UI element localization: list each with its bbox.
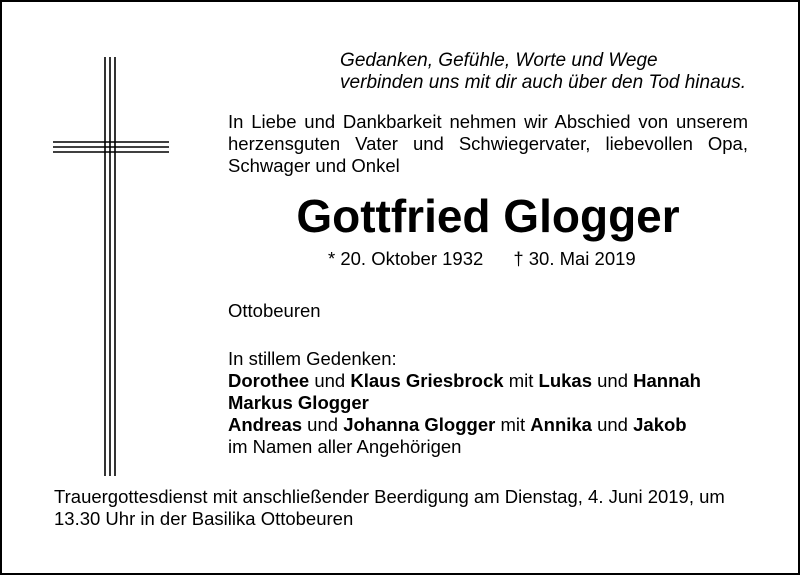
mourners-line [228,370,701,392]
mourners-line [228,392,701,414]
death-date: † 30. Mai 2019 [513,248,636,269]
service-line: Trauergottesdienst mit anschließender Beerdigung am Dienstag, 4. Juni 2019, um [54,486,725,507]
mourners-block [228,348,701,458]
life-dates [328,248,636,270]
service-line: 13.30 Uhr in der Basilika Ottobeuren [54,508,354,529]
connector-text: mit [495,414,531,435]
connector-text: und [309,370,351,391]
residence-place: Ottobeuren [228,300,321,321]
mourner-name: Dorothee [228,370,310,391]
mourner-name: Klaus Griesbrock [350,370,504,391]
motto-line: verbinden uns mit dir auch über den Tod hinaus. [340,72,746,93]
connector-text: mit [503,370,539,391]
connector-text: und [302,414,344,435]
funeral-service-info [54,486,754,530]
motto-line: Gedanken, Gefühle, Worte und Wege [340,50,658,71]
mourner-name: Andreas [228,414,303,435]
motto-verse [340,50,746,94]
mourner-name: Markus Glogger [228,392,369,413]
intro-line: Schwager und Onkel [228,155,400,176]
mourner-name: Hannah [633,370,701,391]
mourner-name: Jakob [633,414,687,435]
mourners-line [228,414,701,436]
intro-line: In Liebe und Dankbarkeit nehmen wir Abschied von unserem [228,111,748,132]
connector-text: und [591,370,634,391]
mourners-heading: In stillem Gedenken: [228,348,397,369]
mourner-name: Johanna Glogger [343,414,496,435]
birth-date: * 20. Oktober 1932 [328,248,484,269]
mourner-name: Annika [530,414,592,435]
intro-text [228,111,748,177]
intro-line: herzensguten Vater und Schwiegervater, liebevollen Opa, [228,133,748,154]
mourner-name: Lukas [538,370,592,391]
connector-text: und [591,414,634,435]
mourners-closing: im Namen aller Angehörigen [228,436,462,457]
deceased-name: Gottfried Glogger [296,190,680,242]
